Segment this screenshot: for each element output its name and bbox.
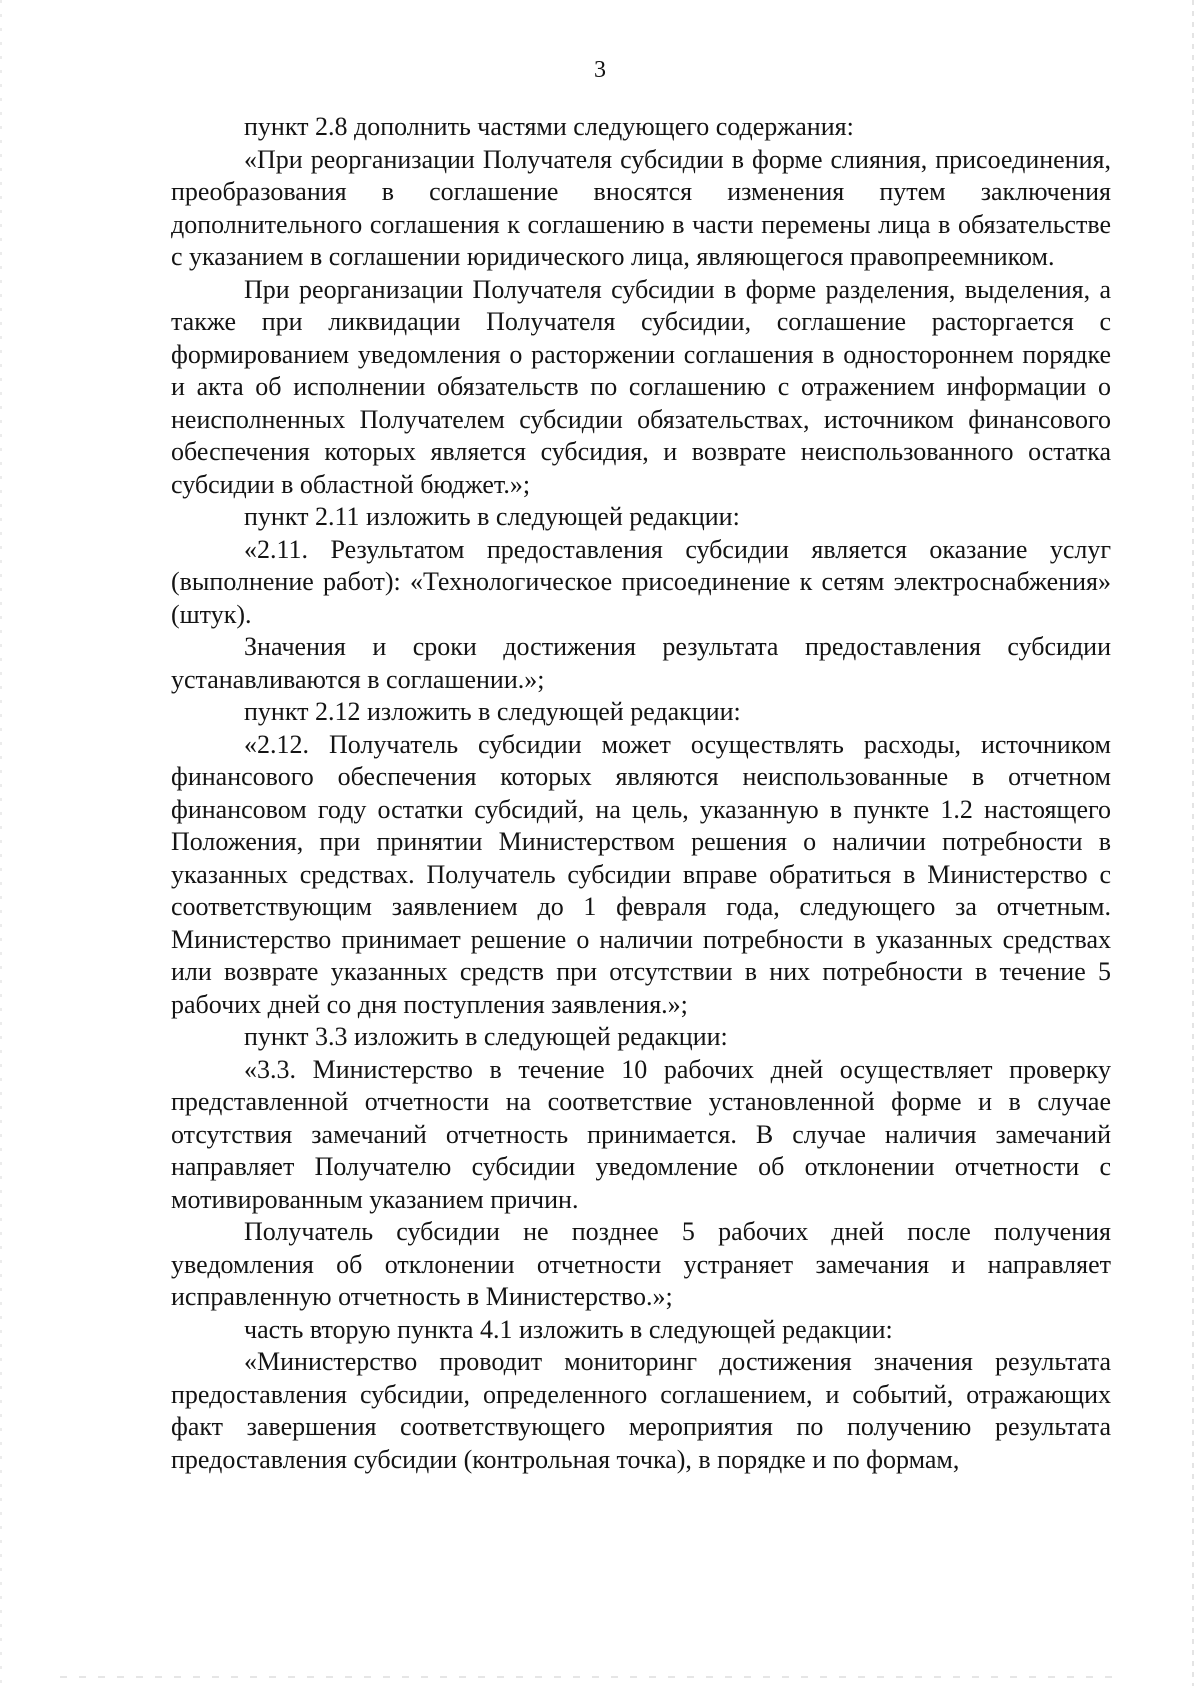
paragraph: пункт 3.3 изложить в следующей редакции: <box>244 1022 728 1051</box>
scan-edge-bottom <box>60 1676 1120 1678</box>
page-number: 3 <box>594 57 606 83</box>
paragraph: «2.12. Получатель субсидии может осуществлять расходы, источником финансового обеспечения которых являются неиспользованные в отчетном финансовом году остатки субсидий, на цель, указанную в пункте 1.2 настоящего Положения, при принятии Министерством решения о наличии потребности в указанных средствах. Получатель субсидии вправе обратиться в Министерство с соответствующим заявлением до 1 февраля года, следующего за отчетным. Министерство принимает решение о наличии потребности в указанных средствах или возврате указанных средств при отсутствии в них потребности в течение 5 рабочих дней со дня поступления заявления.»; <box>171 729 1111 1019</box>
paragraph: «Министерство проводит мониторинг достижения значения результата предоставления субсидии, определенного соглашением, и событий, отражающих факт завершения соответствующего мероприятия по получению результата предоставления субсидии (контрольная точка), в порядке и по формам, <box>171 1347 1111 1474</box>
scan-edge-left <box>0 0 2 1686</box>
document-body <box>171 111 1111 1476</box>
paragraph: «2.11. Результатом предоставления субсидии является оказание услуг (выполнение работ): «Технологическое присоединение к сетям электроснабжения» (штук). <box>171 534 1111 629</box>
paragraph: «3.3. Министерство в течение 10 рабочих дней осуществляет проверку представленной отчетности на соответствие установленной форме и в случае отсутствия замечаний отчетность принимается. В случае наличия замечаний направляет Получателю субсидии уведомление об отклонении отчетности с мотивированным указанием причин. <box>171 1054 1111 1214</box>
paragraph: «При реорганизации Получателя субсидии в форме слияния, присоединения, преобразования в соглашение вносятся изменения путем заключения дополнительного соглашения к соглашению в части перемены лица в обязательстве с указанием в соглашении юридического лица, являющегося правопреемником. <box>171 144 1111 271</box>
paragraph: Значения и сроки достижения результата предоставления субсидии устанавливаются в соглашении.»; <box>171 632 1111 694</box>
paragraph: пункт 2.12 изложить в следующей редакции: <box>244 697 741 726</box>
scan-edge-right <box>1192 0 1194 1686</box>
paragraph: При реорганизации Получателя субсидии в форме разделения, выделения, а также при ликвидации Получателя субсидии, соглашение расторгается с формированием уведомления о расторжении соглашения в одностороннем порядке и акта об исполнении обязательств по соглашению с отражением информации о неисполненных Получателем субсидии обязательствах, источником финансового обеспечения которых является субсидия, и возврате неиспользованного остатка субсидии в областной бюджет.»; <box>171 274 1111 499</box>
paragraph: пункт 2.11 изложить в следующей редакции: <box>244 502 740 531</box>
paragraph: часть вторую пункта 4.1 изложить в следующей редакции: <box>244 1314 893 1344</box>
paragraph: Получатель субсидии не позднее 5 рабочих дней после получения уведомления об отклонении отчетности устраняет замечания и направляет исправленную отчетность в Министерство.»; <box>171 1217 1111 1311</box>
paragraph: пункт 2.8 дополнить частями следующего содержания: <box>244 112 854 141</box>
